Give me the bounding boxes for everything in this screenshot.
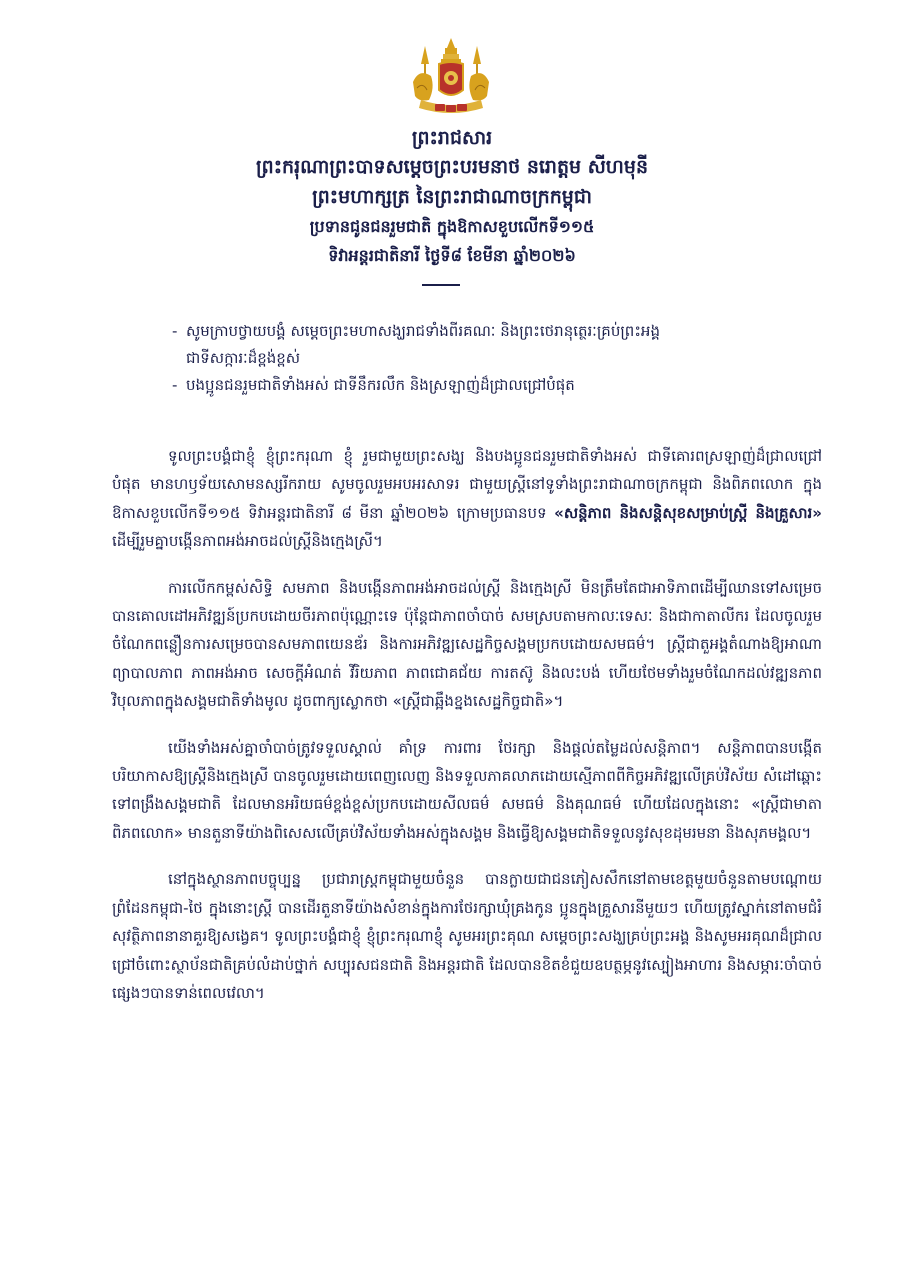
royal-coat-of-arms-emblem	[405, 38, 497, 122]
date-line: ទិវាអន្តរជាតិនារី ថ្ងៃទី៨ ខែមីនា ឆ្នាំ២០២៦	[328, 246, 576, 265]
body-paragraph-3: យើងទាំងអស់គ្នាចាំបាច់ត្រូវទទួលស្គាល់ គាំទ្រ ការពារ ថែរក្សា និងផ្តល់តម្លៃដល់សន្តិភាព។ សន្តិភាពបានបង្កើតបរិយាកាសឱ្យស្ត្រីនិងក្មេងស្រី បានចូលរួមដោយពេញលេញ និងទទួលភាគលាភដោយស្មើភាពពីកិច្ចអភិវឌ្ឍលើគ្រប់វិស័យ សំដៅឆ្ពោះទៅពង្រឹងសង្គមជាតិ ដែលមានអរិយធម៌ខ្ពង់ខ្ពស់ប្រកបដោយសីលធម៌ សមធម៌ និងគុណធម៌ ហើយដែលក្នុងនោះ «ស្ត្រីជាមាតាពិភពលោក» មានតួនាទីយ៉ាងពិសេសលើគ្រប់វិស័យទាំងអស់ក្នុងសង្គម និងធ្វើឱ្យសង្គមជាតិទទួលនូវសុខដុមរមនា និងសុភមង្គល។	[112, 738, 822, 842]
king-title-line: ព្រះមហាក្សត្រ នៃព្រះរាជាណាចក្រកម្ពុជា	[312, 186, 592, 208]
salutation-text: បងប្អូនជនរួមជាតិទាំងអស់ ជាទីនឹករលឹក និងស្រឡាញ់ដ៏ជ្រាលជ្រៅបំផុត	[186, 376, 575, 394]
king-name-line: ព្រះករុណាព្រះបាទសម្តេចព្រះបរមនាថ នរោត្តម សីហមុនី	[255, 156, 649, 178]
paragraph-text: ទូលព្រះបង្គំជាខ្ញុំ ខ្ញុំព្រះករុណា ខ្ញុំ រួមជាមួយព្រះសង្ឃ និងបងប្អូនជនរួមជាតិទាំងអស់ ជាទីគោរពស្រឡាញ់ដ៏ជ្រាលជ្រៅបំផុត មានហឫទ័យសោមនស្សរីករាយ សូមចូលរួមអបអរសាទរ ជាមួយស្រ្តីនៅទូទាំងព្រះរាជាណាចក្រកម្ពុជា និងពិភពលោក ក្នុងឱកាសខួបលើកទី១១៥ ទិវាអន្តរជាតិនារី ៨ មីនា ឆ្នាំ២០២៦ ក្រោមប្រធានបទ	[112, 447, 822, 522]
body-paragraph-1	[112, 442, 822, 556]
body-paragraph-2: ការលើកកម្ពស់សិទ្ធិ សមភាព និងបង្កើនភាពអង់អាចដល់ស្ត្រី និងក្មេងស្រី មិនត្រឹមតែជាអាទិភាពដើម្បីឈានទៅសម្រេចបានគោលដៅអភិវឌ្ឍន៍ប្រកបដោយចីរភាពប៉ុណ្ណោះទេ ប៉ុន្តែជាភាពចាំបាច់ សមស្របតាមកាលៈទេសៈ និងជាកាតាលីករ ដែលចូលរួមចំណែកពន្លឿនការសម្រេចបានសមភាពយេនឌ័រ និងការអភិវឌ្ឍសេដ្ឋកិច្ចសង្គមប្រកបដោយសមធម៌។ ស្ត្រីជាតួអង្គតំណាងឱ្យអាណាព្យាបាលភាព ភាពអង់អាច សេចក្តីអំណត់ វីរិយភាព ភាពជោគជ័យ ការតស៊ូ និងលះបង់ ហើយថែមទាំងរួមចំណែកដល់វឌ្ឍនភាព វិបុលភាពក្នុងសង្គមជាតិទាំងមូល ដូចពាក្យស្លោកថា «ស្ត្រីជាឆ្អឹងខ្នងសេដ្ឋកិច្ចជាតិ»។	[112, 578, 822, 711]
salutation-item	[172, 345, 812, 372]
paragraph-text: ដើម្បីរួមគ្នាបង្កើនភាពអង់អាចដល់ស្ត្រីនិងក្មេងស្រី។	[112, 532, 383, 551]
list-dash: -	[172, 322, 178, 340]
message-body	[112, 442, 822, 1025]
salutation-list	[172, 318, 812, 399]
body-paragraph-4: នៅក្នុងស្ថានភាពបច្ចុប្បន្ន ប្រជារាស្ត្រកម្ពុជាមួយចំនួន បានក្លាយជាជនភៀសសឹកនៅតាមខេត្តមួយចំនួនតាមបណ្តោយព្រំដែនកម្ពុជា-ថៃ ក្នុងនោះស្ត្រី បានដើរតួនាទីយ៉ាងសំខាន់ក្នុងការថែរក្សាឃុំគ្រងកូន ប្អូនក្នុងគ្រួសារនីមួយៗ ហើយត្រូវស្នាក់នៅតាមជំរំសុវត្ថិភាពនានាគួរឱ្យសង្វេគ។ ទូលព្រះបង្គំជាខ្ញុំ ខ្ញុំព្រះករុណាខ្ញុំ សូមអរព្រះគុណ សម្តេចព្រះសង្ឃគ្រប់ព្រះអង្គ និងសូមអរគុណដ៏ជ្រាលជ្រៅចំពោះស្ថាប័នជាតិគ្រប់លំដាប់ថ្នាក់ សប្បុរសជនជាតិ និងអន្តរជាតិ ដែលបានខិតខំជួយឧបត្ថម្ភនូវស្បៀងអាហារ និងសម្ភារៈចាំបាច់ផ្សេងៗបានទាន់ពេលវេលា។	[112, 870, 822, 1002]
salutation-item	[172, 372, 812, 399]
theme-text: «សន្តិភាព និងសន្តិសុខសម្រាប់ស្រ្តី និងគ្រួសារ»	[554, 503, 822, 522]
message-title-block	[120, 124, 784, 270]
title-divider	[422, 284, 460, 286]
salutation-text: ជាទីសក្ការៈដ៏ខ្ពង់ខ្ពស់	[186, 349, 301, 367]
list-dash: -	[172, 376, 178, 394]
salutation-item	[172, 318, 812, 345]
occasion-line: ប្រទានជូនជនរួមជាតិ ក្នុងឱកាសខួបលើកទី១១៥	[309, 217, 595, 236]
document-title: ព្រះរាជសារ	[411, 127, 493, 149]
salutation-text: សូមក្រាបថ្វាយបង្គំ សម្តេចព្រះមហាសង្ឃរាជទាំងពីរគណៈ និងព្រះថេរានុត្ថេរៈគ្រប់ព្រះអង្គ	[186, 322, 660, 340]
